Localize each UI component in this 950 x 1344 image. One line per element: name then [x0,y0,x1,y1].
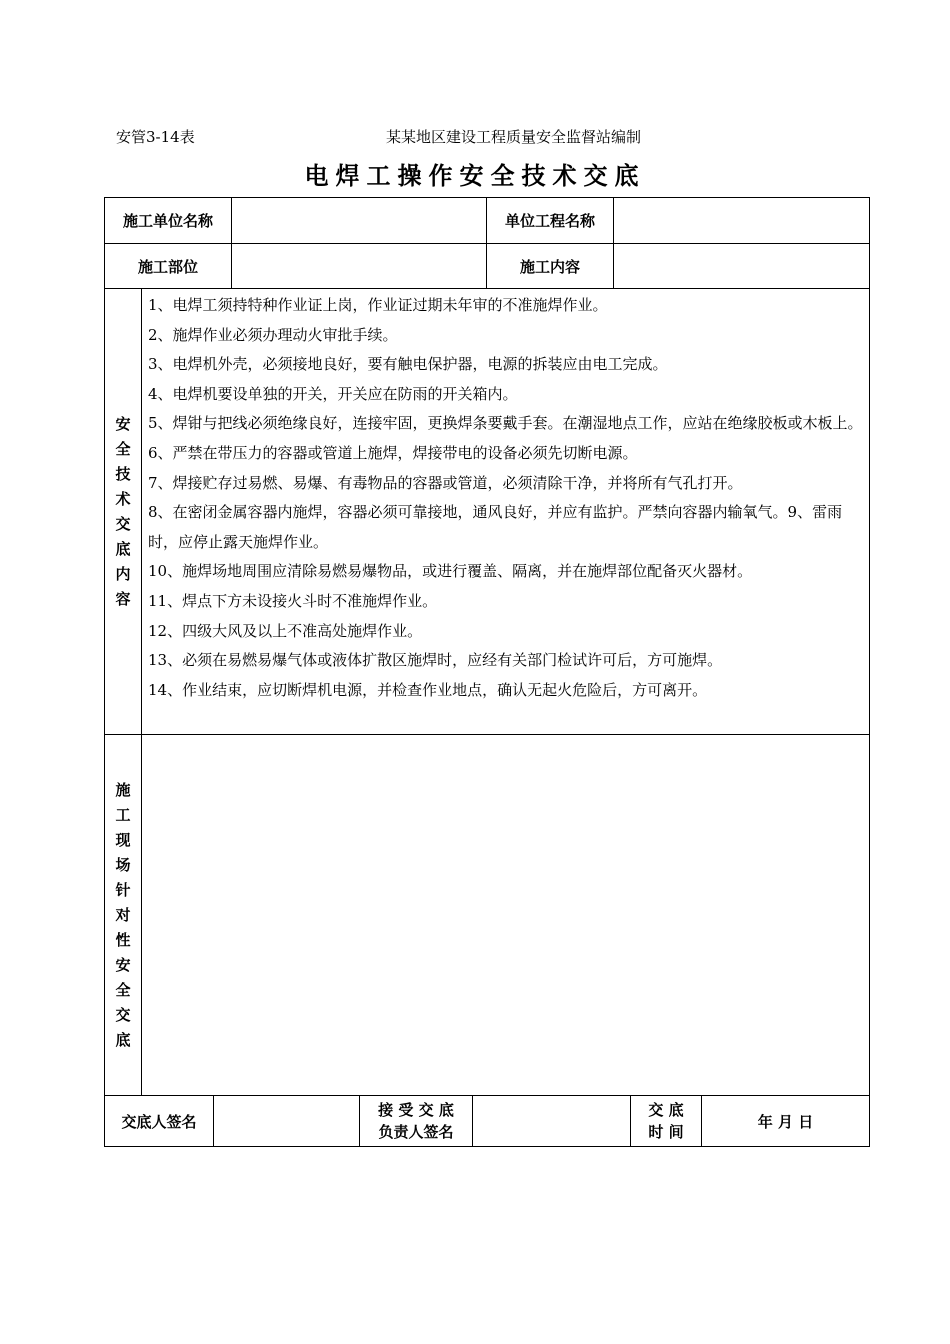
date-field[interactable]: 年 月 日 [702,1096,870,1147]
site-part-label: 施工部位 [105,244,232,289]
site-label-char: 施 [115,780,131,799]
time-label [631,1096,702,1147]
content-field[interactable] [614,244,870,289]
site-label-char: 场 [115,855,131,874]
form-code: 安管3-14表 [116,128,195,146]
time-label-line1: 交 底 [648,1101,684,1119]
safety-item: 5、焊钳与把线必须绝缘良好，连接牢固，更换焊条要戴手套。在潮湿地点工作，应站在绝缘胶板或木板上。 [148,414,863,433]
safety-label-char: 容 [115,589,131,608]
safety-label-char: 术 [115,489,131,508]
site-content-field[interactable] [142,735,870,1096]
site-label-char: 工 [115,805,131,824]
presenter-label: 交底人签名 [105,1096,214,1147]
safety-label-char: 底 [115,539,131,558]
safety-item: 1、电焊工须持特种作业证上岗，作业证过期未年审的不准施焊作业。 [148,296,608,314]
page-title: 电焊工操作安全技术交底 [304,162,646,190]
safety-label-char: 安 [115,414,131,433]
safety-item: 14、作业结束，应切断焊机电源，并检查作业地点，确认无起火危险后，方可离开。 [148,680,708,699]
site-label-char: 对 [115,905,131,924]
safety-item: 6、严禁在带压力的容器或管道上施焊，焊接带电的设备必须先切断电源。 [148,443,638,462]
receiver-label [360,1096,473,1147]
site-label-char: 全 [115,980,131,999]
safety-label-char: 内 [115,564,131,583]
safety-item: 8、在密闭金属容器内施焊，容器必须可靠接地，通风良好，并应有监护。严禁向容器内输氧气。9、雷雨时，应停止露天施焊作业。 [148,503,843,551]
safety-row [105,289,870,735]
site-label-char: 现 [115,830,131,849]
site-label-char: 安 [115,955,131,974]
unit-name-label: 施工单位名称 [105,198,232,244]
site-label-char: 底 [115,1030,131,1049]
info-row-2 [105,244,870,289]
safety-item: 4、电焊机要设单独的开关，开关应在防雨的开关箱内。 [148,384,518,403]
site-part-field[interactable] [232,244,487,289]
safety-label-char: 交 [115,514,131,533]
safety-label [105,289,142,735]
site-row [105,735,870,1096]
disclosure-table [104,197,870,1096]
presenter-signature-field[interactable] [214,1096,360,1147]
safety-content [142,289,870,735]
safety-item: 7、焊接贮存过易燃、易爆、有毒物品的容器或管道，必须清除干净，并将所有气孔打开。 [148,473,743,492]
safety-label-char: 全 [115,439,131,458]
site-label-char: 性 [115,930,131,949]
safety-item: 11、焊点下方未设接火斗时不准施焊作业。 [148,591,438,610]
site-label-char: 交 [115,1005,131,1024]
time-label-line2: 时 间 [648,1123,684,1141]
site-label [105,735,142,1096]
receiver-label-line1: 接 受 交 底 [378,1101,454,1119]
project-name-field[interactable] [614,198,870,244]
receiver-label-line2: 负责人签名 [378,1123,454,1141]
receiver-signature-field[interactable] [473,1096,631,1147]
site-label-char: 针 [115,880,131,899]
info-row-1 [105,198,870,244]
safety-item: 2、施焊作业必须办理动火审批手续。 [148,325,398,344]
issuer-text: 某某地区建设工程质量安全监督站编制 [386,128,642,146]
safety-item: 13、必须在易燃易爆气体或液体扩散区施焊时，应经有关部门检试许可后，方可施焊。 [148,651,723,670]
unit-name-field[interactable] [232,198,487,244]
project-name-label: 单位工程名称 [487,198,614,244]
safety-item: 10、施焊场地周围应清除易燃易爆物品，或进行覆盖、隔离，并在施焊部位配备灭火器材。 [148,562,753,581]
content-label: 施工内容 [487,244,614,289]
signature-row [105,1096,870,1147]
signature-table [104,1095,870,1147]
safety-item: 12、四级大风及以上不准高处施焊作业。 [148,621,423,640]
safety-label-char: 技 [115,464,131,483]
safety-item: 3、电焊机外壳，必须接地良好，要有触电保护器，电源的拆装应由电工完成。 [148,355,668,374]
